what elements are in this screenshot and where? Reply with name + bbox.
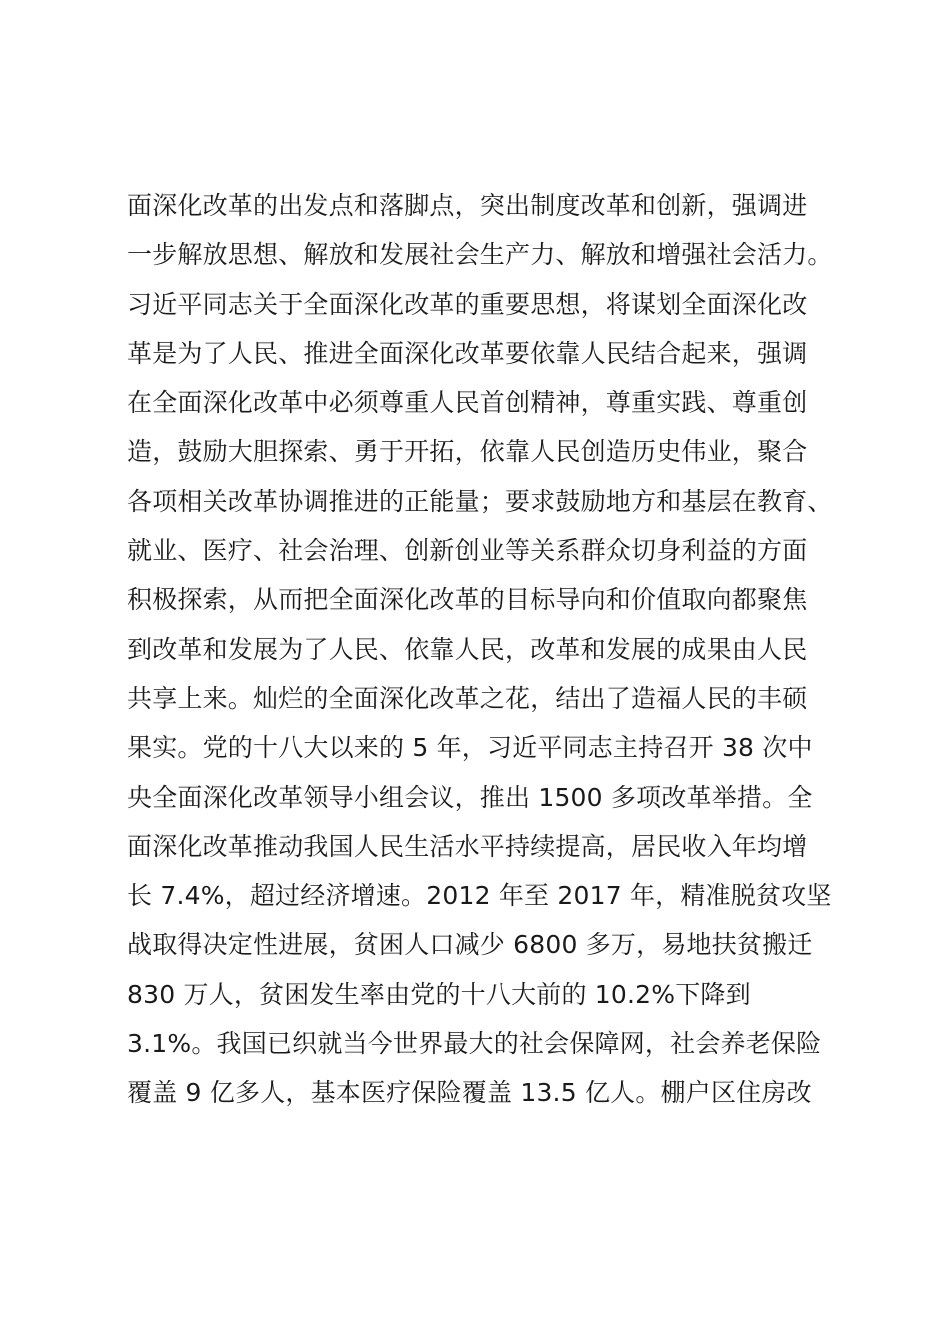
body-paragraph bbox=[127, 181, 847, 1118]
text-line: 造，鼓励大胆探索、勇于开拓，依靠人民创造历史伟业，聚合 bbox=[127, 437, 808, 467]
text-line: 就业、医疗、社会治理、创新创业等关系群众切身利益的方面 bbox=[127, 536, 808, 566]
text-line: 面深化改革的出发点和落脚点，突出制度改革和创新，强调进 bbox=[127, 191, 808, 220]
text-line: 共享上来。灿烂的全面深化改革之花，结出了造福人民的丰硕 bbox=[127, 683, 808, 713]
text-line: 一步解放思想、解放和发展社会生产力、解放和增强社会活力。 bbox=[127, 240, 833, 270]
text-line: 革是为了人民、推进全面深化改革要依靠人民结合起来，强调 bbox=[127, 338, 808, 368]
text-line: 战取得决定性进展，贫困人口减少 6800 多万，易地扶贫搬迁 bbox=[127, 930, 813, 960]
text-line: 在全面深化改革中必须尊重人民首创精神，尊重实践、尊重创 bbox=[127, 388, 808, 418]
text-line: 各项相关改革协调推进的正能量；要求鼓励地方和基层在教育、 bbox=[127, 486, 833, 516]
text-line: 习近平同志关于全面深化改革的重要思想，将谋划全面深化改 bbox=[127, 289, 808, 319]
text-line: 积极探索，从而把全面深化改革的目标导向和价值取向都聚焦 bbox=[127, 585, 808, 615]
text-line: 长 7.4%，超过经济增速。2012 年至 2017 年，精准脱贫攻坚 bbox=[127, 881, 832, 911]
text-line: 果实。党的十八大以来的 5 年，习近平同志主持召开 38 次中 bbox=[127, 733, 813, 763]
text-line: 3.1%。我国已织就当今世界最大的社会保障网，社会养老保险 bbox=[127, 1029, 822, 1059]
text-line: 到改革和发展为了人民、依靠人民，改革和发展的成果由人民 bbox=[127, 634, 808, 664]
text-line: 面深化改革推动我国人民生活水平持续提高，居民收入年均增 bbox=[127, 831, 808, 861]
text-line: 覆盖 9 亿多人，基本医疗保险覆盖 13.5 亿人。棚户区住房改 bbox=[127, 1078, 812, 1108]
text-line: 央全面深化改革领导小组会议，推出 1500 多项改革举措。全 bbox=[127, 782, 813, 812]
text-line: 830 万人，贫困发生率由党的十八大前的 10.2%下降到 bbox=[127, 979, 751, 1009]
